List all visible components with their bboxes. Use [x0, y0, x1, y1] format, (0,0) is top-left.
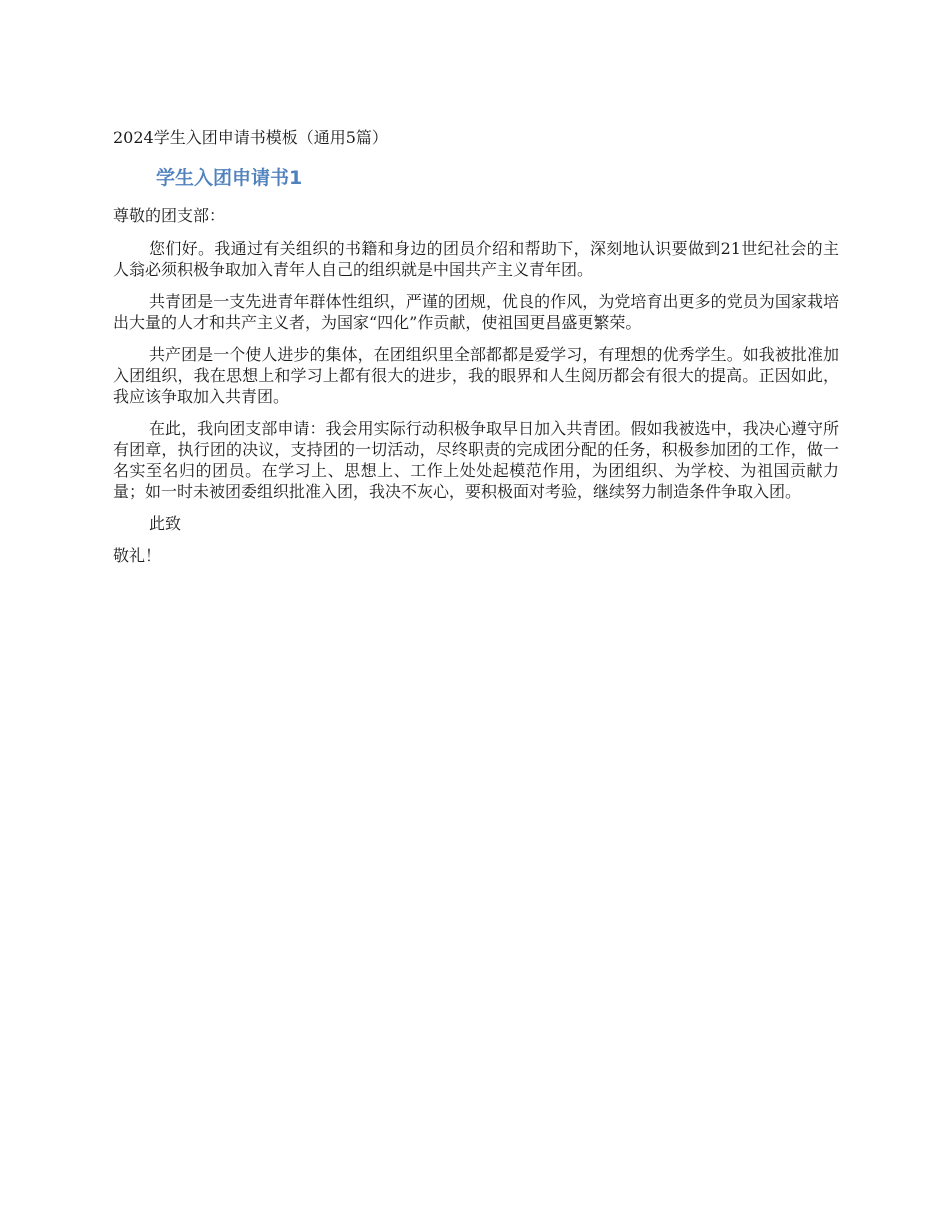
paragraph-2: 共青团是一支先进青年群体性组织，严谨的团规，优良的作风，为党培育出更多的党员为国家栽培出大量的人才和共产主义者，为国家“四化”作贡献，使祖国更昌盛更繁荣。	[113, 292, 839, 332]
regards: 敬礼！	[113, 546, 162, 565]
paragraph-4: 在此，我向团支部申请：我会用实际行动积极争取早日加入共青团。假如我被选中，我决心遵守所有团章，执行团的决议，支持团的一切活动，尽终职责的完成团分配的任务，积极参加团的工作，做一名实至名归的团员。在学习上、思想上、工作上处处起模范作用，为团组织、为学校、为祖国贡献力量；如一时未被团委组织批准入团，我决不灰心，要积极面对考验，继续努力制造条件争取入团。	[113, 419, 839, 501]
document-title: 2024学生入团申请书模板（通用5篇）	[113, 128, 388, 147]
paragraph-1: 您们好。我通过有关组织的书籍和身边的团员介绍和帮助下，深刻地认识要做到21世纪社会的主人翁必须积极争取加入青年人自己的组织就是中国共产主义青年团。	[113, 239, 839, 279]
letter-body	[113, 205, 839, 577]
section-heading: 学生入团申请书1	[156, 167, 303, 189]
paragraph-3: 共产团是一个使人进步的集体，在团组织里全部都都是爱学习，有理想的优秀学生。如我被批准加入团组织，我在思想上和学习上都有很大的进步，我的眼界和人生阅历都会有很大的提高。正因如此，我应该争取加入共青团。	[113, 345, 839, 406]
closing: 此致	[149, 514, 182, 533]
salutation: 尊敬的团支部：	[113, 206, 226, 225]
